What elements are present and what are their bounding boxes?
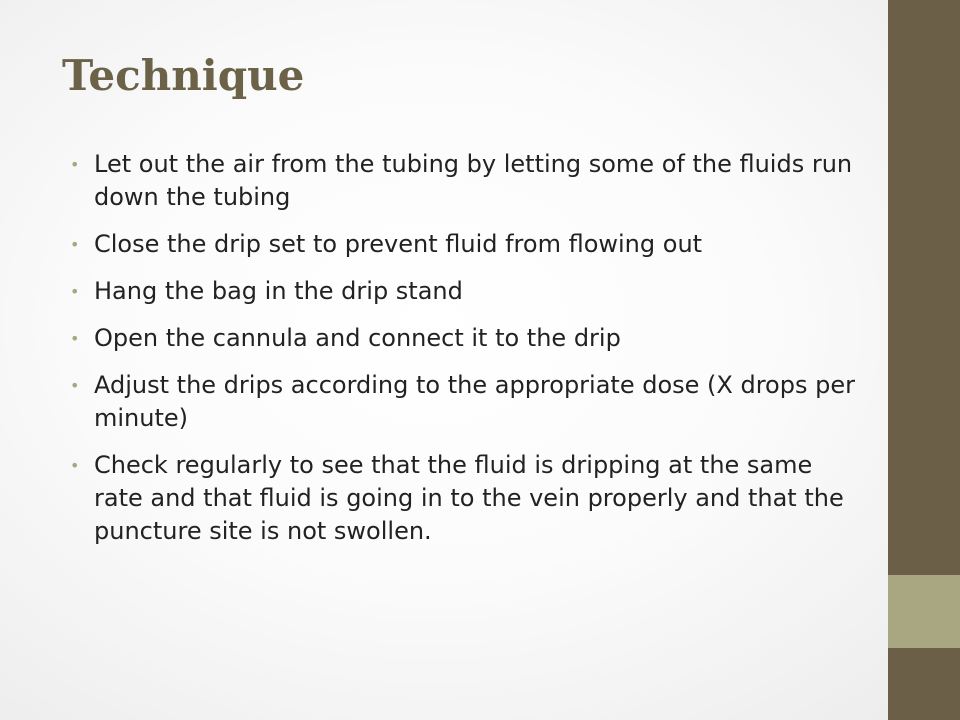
bullet-item [70,322,860,355]
bullet-dot-icon: • [70,456,80,475]
bullet-text: Adjust the drips according to the appropriate dose (X drops per minute) [94,371,855,432]
bullet-item [70,228,860,261]
bullet-dot-icon: • [70,155,80,174]
bullet-text: Let out the air from the tubing by letting some of the fluids run down the tubing [94,150,853,211]
bullet-text: Open the cannula and connect it to the drip [94,324,621,352]
bullet-dot-icon: • [70,376,80,395]
bullet-dot-icon: • [70,235,80,254]
bullet-text: Check regularly to see that the fluid is dripping at the same rate and that fluid is going in to the vein properly and that the puncture site is not swollen. [94,451,844,545]
slide-title: Technique [62,51,305,100]
bullet-item [70,369,860,435]
bullet-text: Close the drip set to prevent fluid from flowing out [94,230,703,258]
bullet-text: Hang the bag in the drip stand [94,277,463,305]
bullet-item [70,449,860,548]
bullet-item [70,275,860,308]
sidebar-accent-block [888,575,960,648]
bullet-list [70,148,860,562]
bullet-dot-icon: • [70,282,80,301]
bullet-item [70,148,860,214]
bullet-dot-icon: • [70,329,80,348]
